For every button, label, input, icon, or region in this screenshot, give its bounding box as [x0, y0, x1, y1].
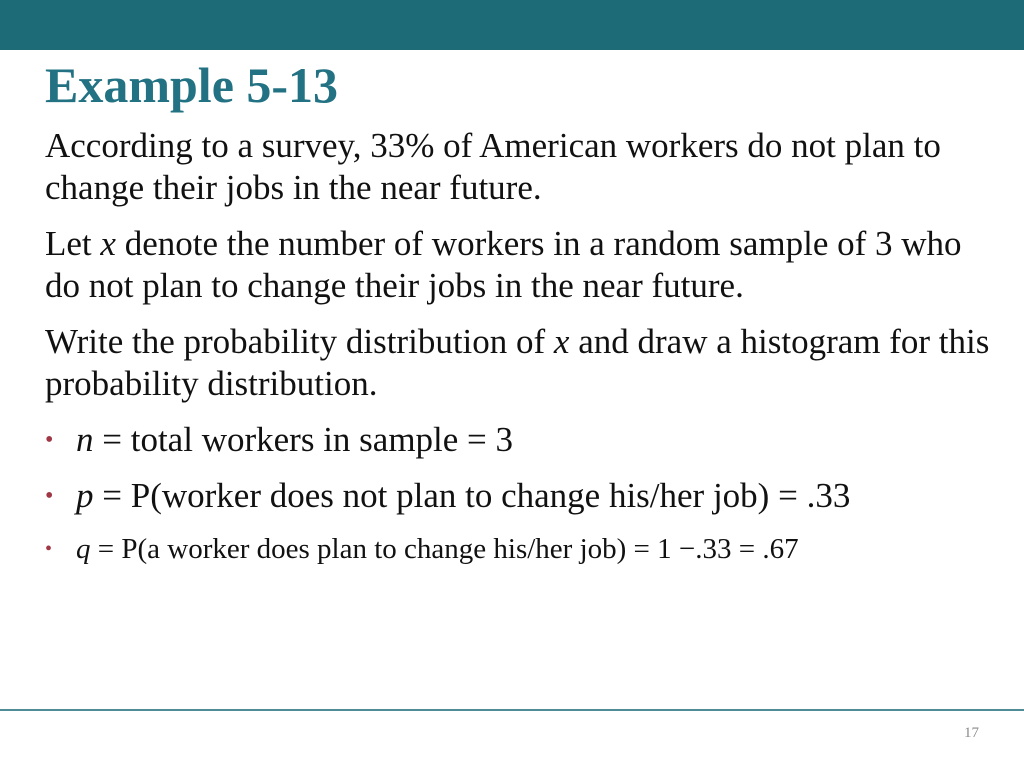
variable-p: p: [76, 476, 94, 515]
slide-title: Example 5-13: [45, 57, 339, 113]
bullet-p-text: = P(worker does not plan to change his/her job) = .33: [93, 476, 851, 515]
variable-x: x: [553, 322, 570, 361]
footer-divider: [0, 709, 1024, 711]
paragraph-survey: According to a survey, 33% of American workers do not plan to change their jobs in the near future.: [45, 126, 941, 207]
slide-content: [45, 125, 995, 581]
paragraph-variable-definition: Let x denote the number of workers in a random sample of 3 who do not plan to change their jobs in the near future.: [45, 224, 962, 305]
top-banner: [0, 0, 1024, 50]
variable-q: q: [76, 533, 91, 565]
page-number: 17: [964, 725, 979, 741]
variable-x: x: [100, 224, 116, 263]
bullet-q: [45, 531, 995, 567]
variable-n: n: [76, 420, 94, 459]
bullet-marker: •: [45, 483, 54, 509]
bullet-marker: •: [45, 427, 54, 453]
parameter-list: [45, 419, 995, 567]
bullet-n: [45, 419, 995, 461]
paragraph-task: Write the probability distribution of x and draw a histogram for this probability distribution.: [45, 322, 990, 403]
bullet-marker: •: [45, 538, 53, 560]
bullet-p: [45, 475, 995, 517]
bullet-n-text: = total workers in sample = 3: [93, 420, 514, 459]
bullet-q-text: = P(a worker does plan to change his/her job) = 1 −.33 = .67: [90, 533, 799, 565]
